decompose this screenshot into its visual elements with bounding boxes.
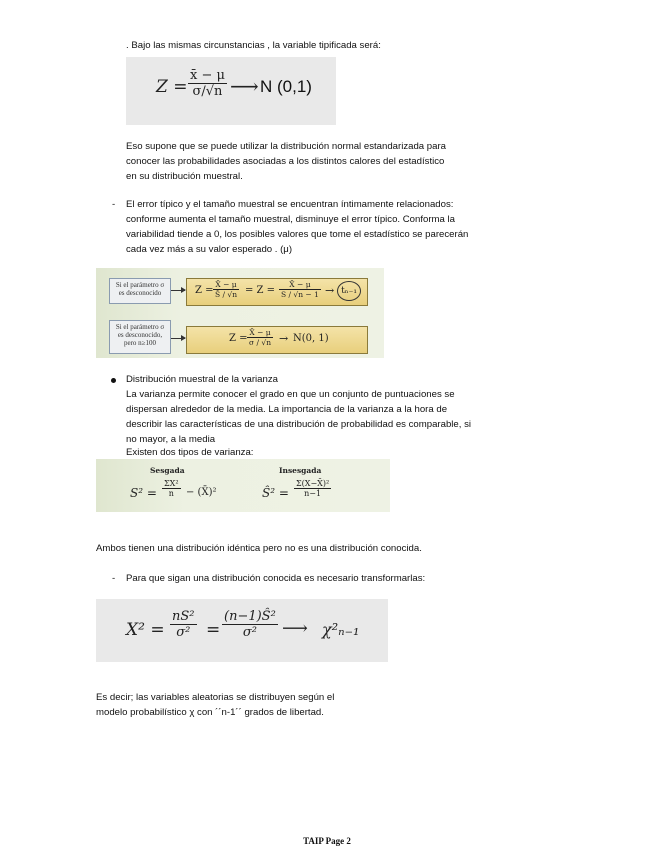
unbiased-frac <box>294 479 331 498</box>
chi-arrow-icon: ⟶ <box>282 618 308 639</box>
sigma-unknown-diagram <box>96 268 384 358</box>
chi-frac-1 <box>170 609 197 640</box>
intro-line: . Bajo las mismas circunstancias , la variable tipificada será: <box>126 40 381 51</box>
variance-types-formulas <box>96 459 390 512</box>
biased-num: ΣX² <box>164 479 179 488</box>
eq1-arrow-icon: → <box>325 284 335 297</box>
box2-line-1: Si el parámetro σ <box>115 323 165 331</box>
dash-marker: - <box>112 199 116 210</box>
eq2-den: σ / √n <box>249 338 272 347</box>
chi-den-2: σ² <box>242 625 257 640</box>
chi-square-formula <box>96 599 388 662</box>
t-distribution-bar <box>186 278 368 306</box>
chi-equals: = <box>206 620 221 640</box>
page-footer: TAIP Page 2 <box>303 836 351 846</box>
eq2-frac <box>247 328 273 347</box>
p3-line-3: variabilidad tiende a 0, los posibles valores que tome el estadístico se parecerán <box>126 229 469 240</box>
box1-arrow-icon <box>171 290 185 291</box>
eq1-den-a: Ŝ / √n <box>215 290 238 299</box>
box1-line-1: Si el parámetro σ <box>115 281 165 289</box>
sigma-unknown-large-n-box <box>109 320 171 354</box>
bullet-icon <box>111 378 116 383</box>
p7-line-2: modelo probabilístico χ con ´´n-1´´ grados de libertad. <box>96 707 324 718</box>
p2-line-2: conocer las probabilidades asociadas a los distintos calores del estadístico <box>126 156 445 167</box>
chi-num-2: (n−1)Ŝ² <box>224 609 276 624</box>
chi-num-1: nS² <box>172 609 195 624</box>
z-numerator: x̄ − μ <box>190 68 225 83</box>
unbiased-num: Σ(X−X̄)² <box>296 479 330 488</box>
unbiased-label: Insesgada <box>279 466 322 475</box>
eq1-frac-a <box>213 280 239 299</box>
box2-line-3: pero n≥100 <box>123 339 157 347</box>
p4-line-3: describir las características de una distribución de probabilidad es comparable, si <box>126 419 472 430</box>
p4-line-5: Existen dos tipos de varianza: <box>126 447 254 458</box>
biased-tail: − (X̄)² <box>186 487 217 498</box>
eq2-num: X̄ − μ <box>247 328 273 338</box>
normal-distribution-bar <box>186 326 368 354</box>
p4-line-4: no mayor, a la media <box>126 434 216 445</box>
eq1-num-b: X̄ − μ <box>279 280 321 290</box>
eq1-num-a: X̄ − μ <box>213 280 239 290</box>
chi-den-1: σ² <box>176 625 191 640</box>
z-rhs: N (0,1) <box>260 77 312 96</box>
z-fraction <box>188 68 227 99</box>
box2-arrow-icon <box>171 338 185 339</box>
eq2-z: Z = <box>229 333 248 344</box>
p4-line-2: dispersan alrededor de la media. La importancia de la varianza a la hora de <box>126 404 448 415</box>
chi-frac-2 <box>222 609 278 640</box>
p2-line-3: en su distribución muestral. <box>126 171 243 182</box>
p3-line-1: El error típico y el tamaño muestral se encuentran íntimamente relacionados: <box>126 199 454 210</box>
p3-line-4: cada vez más a su valor esperado . (μ) <box>126 244 293 255</box>
biased-den: n <box>168 489 174 498</box>
dash-marker-2: - <box>112 573 116 584</box>
p4-line-1: La varianza permite conocer el grado en que un conjunto de puntuaciones se <box>126 389 455 400</box>
box1-line-2: es desconocido <box>118 289 162 297</box>
unbiased-den: n−1 <box>304 489 322 498</box>
z-lhs: Z = <box>156 77 188 97</box>
eq1-result: tₙ₋₁ <box>337 281 361 301</box>
biased-frac <box>162 479 181 498</box>
p2-line-1: Eso supone que se puede utilizar la distribución normal estandarizada para <box>126 141 446 152</box>
eq1-den-b: S / √n − 1 <box>281 290 319 299</box>
z-arrow: ⟶ <box>230 74 259 98</box>
eq1-mid: = Z = <box>245 285 276 296</box>
biased-label: Sesgada <box>150 466 185 475</box>
eq1-z: Z = <box>195 285 214 296</box>
z-denominator: σ/√n <box>192 84 223 99</box>
p5-line: Ambos tienen una distribución idéntica pero no es una distribución conocida. <box>96 543 422 554</box>
unbiased-lhs: Ŝ² = <box>262 486 289 500</box>
p6-line: Para que sigan una distribución conocida es necesario transformarlas: <box>126 573 426 584</box>
eq2-result: N(0, 1) <box>293 333 329 344</box>
sigma-unknown-box <box>109 278 171 304</box>
variance-title: Distribución muestral de la varianza <box>126 374 278 385</box>
biased-lhs: S² = <box>130 486 157 500</box>
chi-lhs: X² = <box>126 620 165 640</box>
eq1-frac-b <box>279 280 321 299</box>
chi-rhs: χ²ₙ₋₁ <box>322 620 360 639</box>
p7-line-1: Es decir; las variables aleatorias se distribuyen según el <box>96 692 335 703</box>
p3-line-2: conforme aumenta el tamaño muestral, disminuye el error típico. Conforma la <box>126 214 455 225</box>
box2-line-2: es desconocido, <box>117 331 163 339</box>
standardized-z-formula <box>126 57 336 125</box>
eq2-arrow-icon: → <box>279 332 289 345</box>
